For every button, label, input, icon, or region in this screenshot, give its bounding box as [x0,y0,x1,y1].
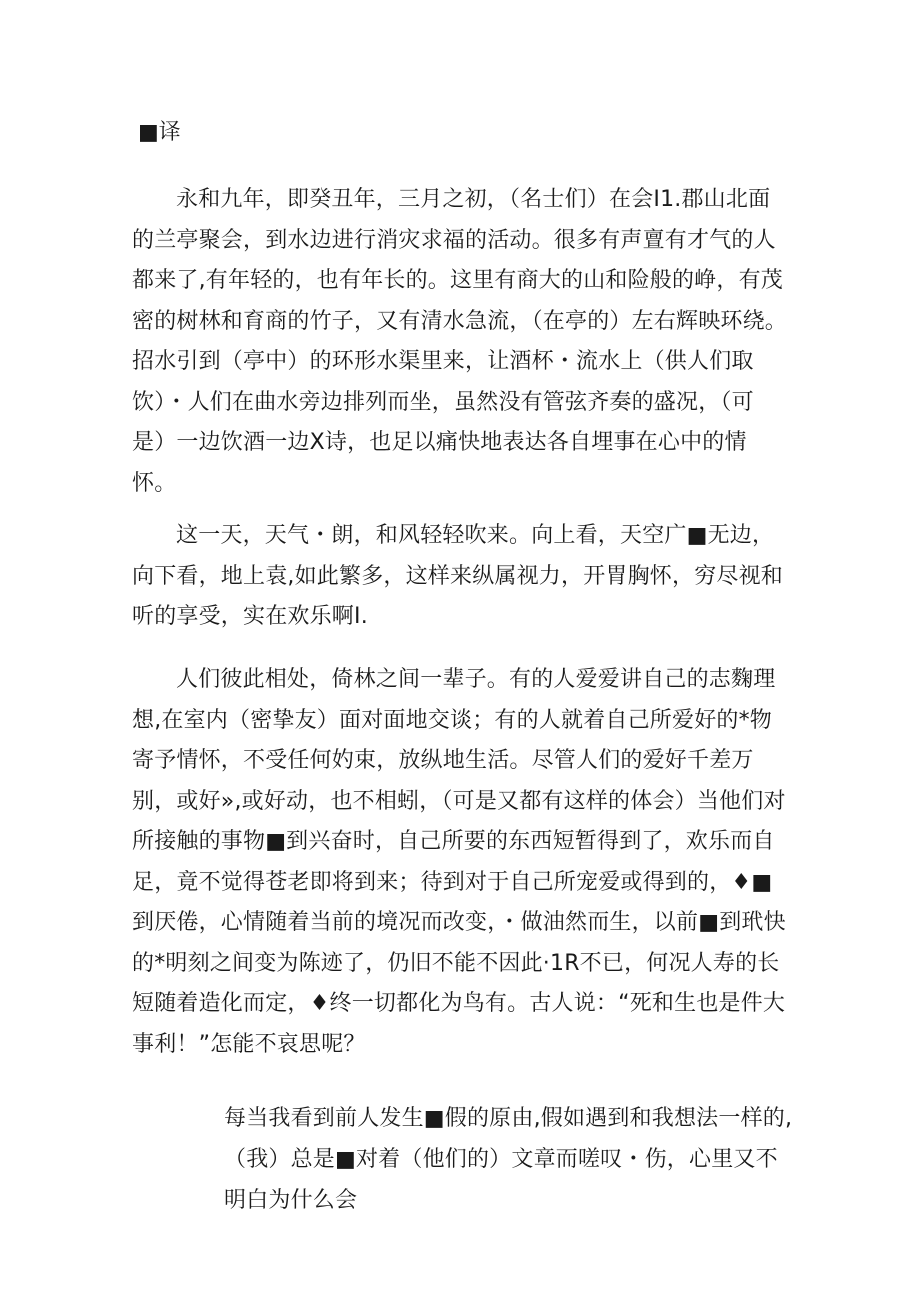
paragraph-3: 人们彼此相处，倚林之间一辈子。有的人爱爱讲自己的志麴理想,在室内（密挚友）面对面地交谈；有的人就着自己所爱好的*物寄予情怀，不受任何妁束，放纵地生活。尽管人们的爱好千差万别，或好»,或好动，也不相蚓，（可是又都有这样的体会）当他们对所接触的事物■到兴奋时，自己所要的东西短暂得到了，欢乐而自足，竟不觉得苍老即将到来；待到对于自己所宠爱或得到的，♦■到厌倦，心情随着当前的境况而改变，・做油然而生，以前■到玳快的*明刻之间变为陈迹了，仍旧不能不因此·1R不已，何况人寿的长短随着造化而定，♦终一切都化为鸟有。古人说：“死和生也是件大事利！”怎能不哀思呢？ [132,667,786,1057]
paragraph-1: 永和九年，即癸丑年，三月之初，（名士们）在会I1.郡山北面的兰亭聚会，到水边进行消灾求福的活动。很多有声亶有才气的人都来了,有年轻的，也有年长的。这里有商大的山和险般的峥，有茂密的树林和育商的竹子，又有清水急流，（在亭的）左右辉映环绕。招水引到（亭中）的环形水渠里来，让酒杯・流水上（供人们取饮）・人们在曲水旁边排列而坐，虽然没有管弦齐奏的盛况，（可是）一边饮酒一边X诗，也足以痛快地表达各自埋事在心中的情怀。 [132,187,788,496]
paragraph-4: 每当我看到前人发生■假的原由,假如遇到和我想法一样的,（我）总是■对着（他们的）文章而嗟叹・伤，心里又不明白为什么会 [224,1106,793,1213]
section-heading: ■译 [138,120,181,145]
paragraph-2: 这一天，天气・朗，和风轻轻吹来。向上看，天空广■无边，向下看，地上袁,如此繁多，这样来纵属视力，开胃胸怀，穷尽视和听的享受，实在欢乐啊I. [132,523,783,629]
